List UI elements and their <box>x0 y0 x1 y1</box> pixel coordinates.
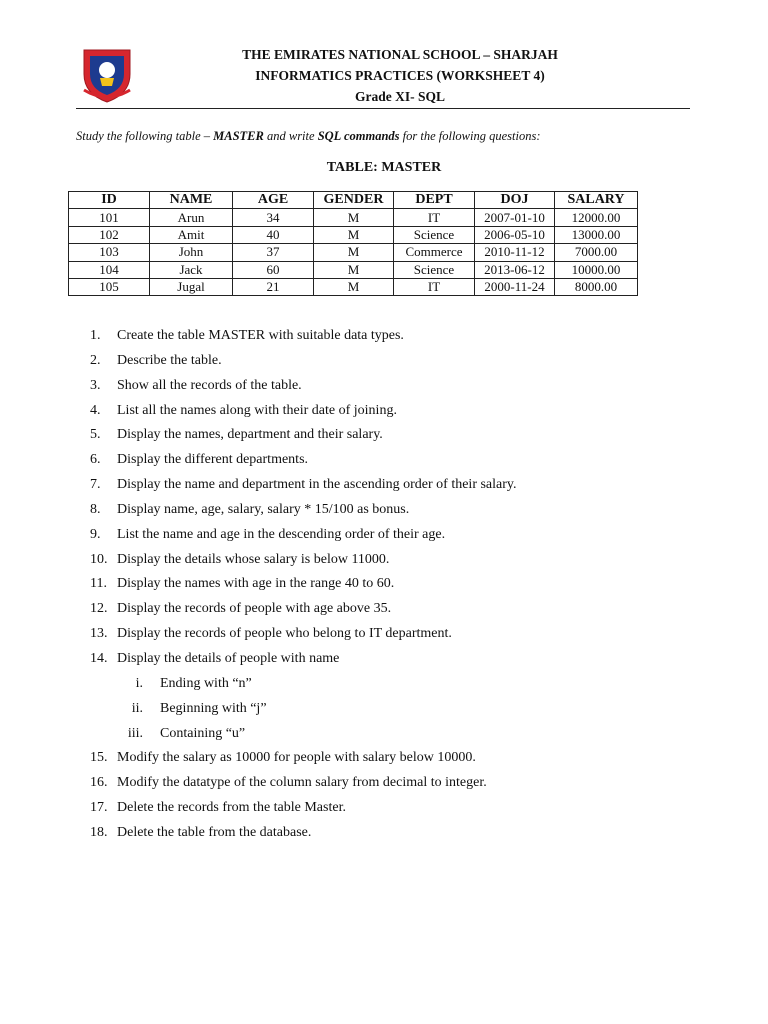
question-number: 11. <box>90 576 107 592</box>
table-cell: 13000.00 <box>555 226 638 243</box>
table-cell: 101 <box>69 209 150 226</box>
question-list <box>90 326 517 848</box>
column-header: DOJ <box>475 192 555 209</box>
question-text: Delete the records from the table Master. <box>117 800 346 816</box>
sub-question-item <box>90 699 517 724</box>
sub-question-item <box>90 674 517 699</box>
table-cell: 10000.00 <box>555 261 638 278</box>
table-header-row <box>69 192 638 209</box>
table-cell: John <box>150 244 233 261</box>
table-cell: 102 <box>69 226 150 243</box>
question-text: List the name and age in the descending order of their age. <box>117 526 446 542</box>
sub-question-number: iii. <box>127 725 143 741</box>
question-text: Describe the table. <box>117 352 222 368</box>
column-header: GENDER <box>314 192 394 209</box>
table-row <box>69 261 638 278</box>
question-text: Delete the table from the database. <box>117 824 312 840</box>
question-item <box>90 649 517 674</box>
table-cell: IT <box>394 278 475 295</box>
table-row <box>69 226 638 243</box>
question-text: Display the records of people with age above 35. <box>117 601 392 617</box>
table-cell: 2000-11-24 <box>475 278 555 295</box>
question-item <box>90 624 517 649</box>
table-cell: Jack <box>150 261 233 278</box>
question-number: 8. <box>90 501 101 517</box>
intro-text: and write <box>263 129 318 143</box>
grade-label: Grade XI- SQL <box>354 89 445 104</box>
table-cell: 34 <box>233 209 314 226</box>
question-number: 15. <box>90 750 108 766</box>
question-number: 12. <box>90 601 108 617</box>
table-cell: 2010-11-12 <box>475 244 555 261</box>
column-header: SALARY <box>555 192 638 209</box>
worksheet-title: INFORMATICS PRACTICES (WORKSHEET 4) <box>255 68 545 83</box>
table-cell: Commerce <box>394 244 475 261</box>
question-number: 13. <box>90 626 108 642</box>
question-text: Show all the records of the table. <box>117 377 302 393</box>
table-cell: Arun <box>150 209 233 226</box>
question-number: 14. <box>90 650 108 666</box>
question-number: 18. <box>90 824 108 840</box>
question-text: Display the names with age in the range 40 to 60. <box>117 576 395 592</box>
question-number: 1. <box>90 328 101 343</box>
question-number: 16. <box>90 775 108 791</box>
column-header: AGE <box>233 192 314 209</box>
question-text: Create the table MASTER with suitable data types. <box>117 328 404 343</box>
table-cell: 21 <box>233 278 314 295</box>
question-number: 10. <box>90 551 108 567</box>
question-item <box>90 475 517 500</box>
table-cell: 8000.00 <box>555 278 638 295</box>
question-text: Display the different departments. <box>117 452 309 468</box>
table-cell: M <box>314 278 394 295</box>
table-row <box>69 244 638 261</box>
question-item <box>90 500 517 525</box>
question-number: 6. <box>90 452 101 468</box>
header-divider <box>76 108 690 109</box>
question-item <box>90 798 517 823</box>
table-body <box>69 209 638 296</box>
question-item <box>90 550 517 575</box>
question-text: Display the records of people who belong to IT department. <box>117 626 452 642</box>
question-text: Display the names, department and their salary. <box>117 427 383 443</box>
question-text: List all the names along with their date of joining. <box>117 402 397 418</box>
instructions <box>76 129 541 144</box>
table-cell: 2006-05-10 <box>475 226 555 243</box>
table-title: TABLE: MASTER <box>326 160 442 175</box>
table-row <box>69 209 638 226</box>
table-cell: 103 <box>69 244 150 261</box>
column-header: ID <box>69 192 150 209</box>
question-item <box>90 773 517 798</box>
table-cell: Science <box>394 261 475 278</box>
table-cell: M <box>314 226 394 243</box>
question-text: Modify the salary as 10000 for people with salary below 10000. <box>117 750 476 766</box>
question-item <box>90 823 517 848</box>
intro-text: for the following questions: <box>399 129 541 143</box>
question-item <box>90 525 517 550</box>
intro-text: Study the following table – <box>76 129 214 143</box>
question-number: 9. <box>90 526 101 542</box>
intro-sql-commands: SQL commands <box>317 129 400 143</box>
sub-question-text: Ending with “n” <box>160 675 252 691</box>
question-item <box>90 599 517 624</box>
table-cell: 2013-06-12 <box>475 261 555 278</box>
question-item <box>90 450 517 475</box>
school-crest-logo <box>76 44 138 104</box>
sub-question-text: Containing “u” <box>160 725 246 741</box>
question-text: Display name, age, salary, salary * 15/100 as bonus. <box>117 501 410 517</box>
sub-question-text: Beginning with “j” <box>160 700 267 716</box>
question-item <box>90 401 517 426</box>
table-cell: 37 <box>233 244 314 261</box>
school-name: THE EMIRATES NATIONAL SCHOOL – SHARJAH <box>242 47 558 62</box>
table-cell: IT <box>394 209 475 226</box>
question-item <box>90 425 517 450</box>
question-item <box>90 351 517 376</box>
intro-table-name: MASTER <box>213 129 264 143</box>
question-text: Modify the datatype of the column salary from decimal to integer. <box>117 775 487 791</box>
table-cell: M <box>314 209 394 226</box>
table-cell: Amit <box>150 226 233 243</box>
question-item <box>90 326 517 351</box>
table-cell: 105 <box>69 278 150 295</box>
column-header: DEPT <box>394 192 475 209</box>
question-number: 7. <box>90 477 101 493</box>
sub-question-number: i. <box>135 675 143 691</box>
document-header <box>190 44 610 107</box>
table-cell: M <box>314 261 394 278</box>
column-header: NAME <box>150 192 233 209</box>
question-text: Display the details whose salary is below 11000. <box>117 551 390 567</box>
sub-question-item <box>90 724 517 749</box>
table-cell: 104 <box>69 261 150 278</box>
table-cell: 12000.00 <box>555 209 638 226</box>
question-item <box>90 376 517 401</box>
table-cell: 40 <box>233 226 314 243</box>
table-row <box>69 278 638 295</box>
question-text: Display the details of people with name <box>117 650 340 666</box>
sub-question-number: ii. <box>131 700 143 716</box>
table-cell: Science <box>394 226 475 243</box>
question-number: 3. <box>90 377 101 393</box>
question-number: 2. <box>90 352 101 368</box>
question-number: 5. <box>90 427 101 443</box>
question-number: 4. <box>90 402 101 418</box>
question-number: 17. <box>90 800 108 816</box>
question-item <box>90 574 517 599</box>
table-cell: M <box>314 244 394 261</box>
question-item <box>90 748 517 773</box>
table-cell: 7000.00 <box>555 244 638 261</box>
table-cell: Jugal <box>150 278 233 295</box>
question-text: Display the name and department in the ascending order of their salary. <box>117 477 517 493</box>
master-table <box>68 191 638 296</box>
table-cell: 60 <box>233 261 314 278</box>
table-cell: 2007-01-10 <box>475 209 555 226</box>
